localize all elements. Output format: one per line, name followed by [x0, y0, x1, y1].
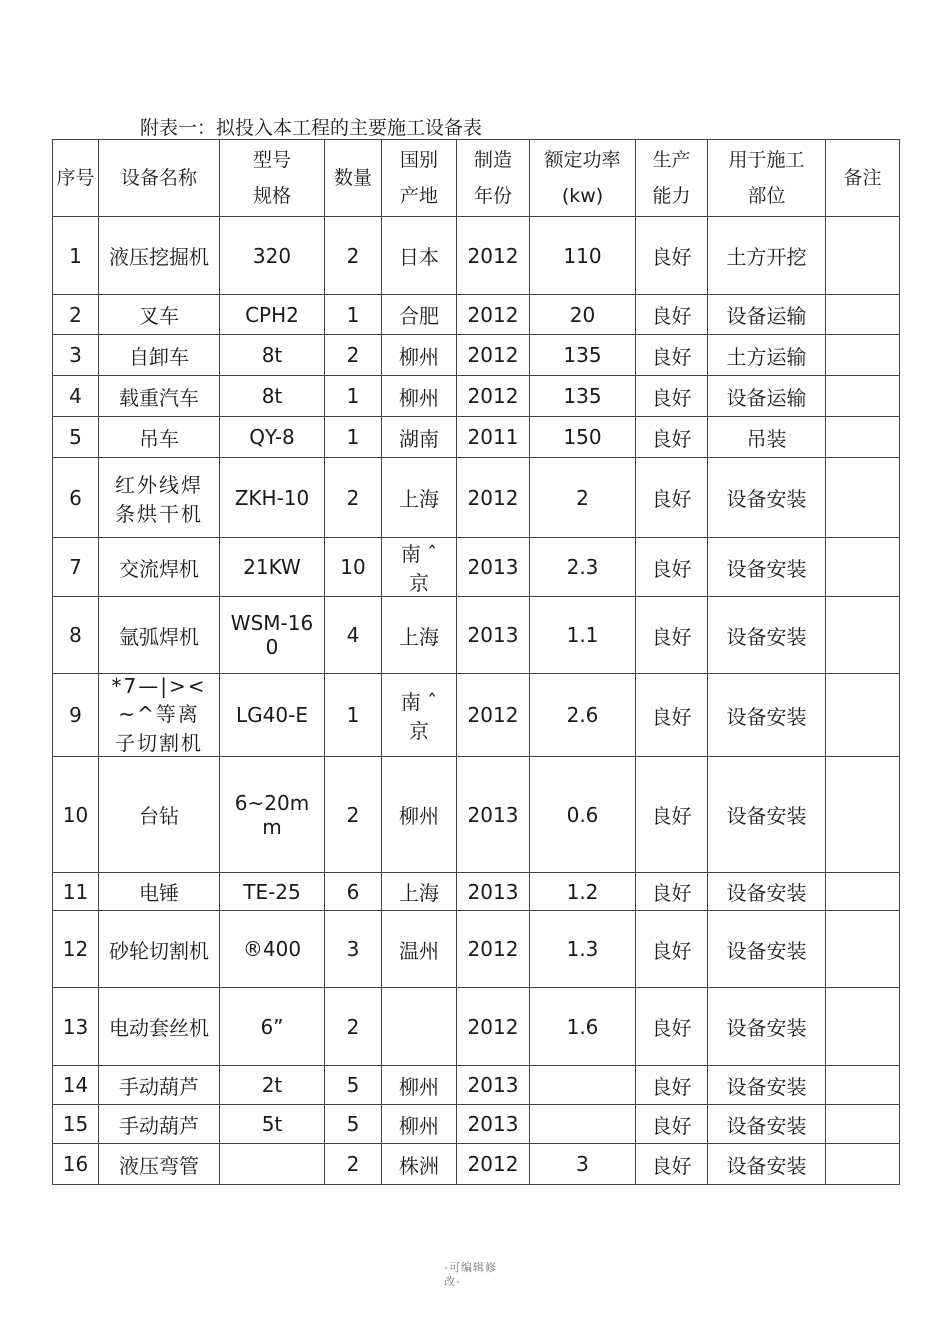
cell-index: 4 — [53, 376, 99, 417]
cell-index: 5 — [53, 417, 99, 458]
cell-usage: 设备安装 — [708, 1105, 826, 1144]
cell-origin: 柳州 — [382, 335, 457, 376]
cell-year: 2013 — [457, 597, 530, 674]
cell-usage: 设备安装 — [708, 597, 826, 674]
cell-power: 20 — [530, 295, 636, 335]
table-row — [53, 295, 900, 335]
cell-qty: 4 — [325, 597, 382, 674]
cell-name: 自卸车 — [99, 335, 220, 376]
cell-year: 2013 — [457, 1105, 530, 1144]
cell-name: 红外线焊条烘干机 — [99, 458, 220, 538]
cell-origin: 上海 — [382, 873, 457, 911]
cell-remark — [826, 757, 900, 873]
header-origin: 国别产地 — [382, 140, 457, 217]
cell-year: 2012 — [457, 217, 530, 295]
cell-remark — [826, 538, 900, 597]
cell-model: 2t — [220, 1066, 325, 1105]
cell-qty: 2 — [325, 217, 382, 295]
cell-origin — [382, 988, 457, 1066]
cell-model — [220, 1144, 325, 1185]
cell-index: 1 — [53, 217, 99, 295]
cell-name: 载重汽车 — [99, 376, 220, 417]
cell-qty: 3 — [325, 911, 382, 988]
table-row — [53, 597, 900, 674]
cell-capacity: 良好 — [636, 873, 708, 911]
cell-model: 6” — [220, 988, 325, 1066]
cell-name: 液压挖掘机 — [99, 217, 220, 295]
table-row — [53, 458, 900, 538]
cell-model: 320 — [220, 217, 325, 295]
cell-capacity: 良好 — [636, 1105, 708, 1144]
cell-origin: 南 ˆ 京 — [382, 538, 457, 597]
cell-origin: 柳州 — [382, 1105, 457, 1144]
cell-capacity: 良好 — [636, 295, 708, 335]
cell-qty: 2 — [325, 458, 382, 538]
cell-usage: 设备安装 — [708, 458, 826, 538]
header-usage: 用于施工部位 — [708, 140, 826, 217]
cell-model: QY-8 — [220, 417, 325, 458]
cell-usage: 设备安装 — [708, 911, 826, 988]
cell-year: 2012 — [457, 988, 530, 1066]
cell-remark — [826, 1144, 900, 1185]
cell-index: 15 — [53, 1105, 99, 1144]
cell-index: 14 — [53, 1066, 99, 1105]
cell-capacity: 良好 — [636, 1066, 708, 1105]
cell-power: 135 — [530, 335, 636, 376]
cell-year: 2012 — [457, 1144, 530, 1185]
cell-capacity: 良好 — [636, 538, 708, 597]
cell-index: 13 — [53, 988, 99, 1066]
cell-usage: 设备安装 — [708, 1144, 826, 1185]
cell-year: 2013 — [457, 538, 530, 597]
cell-model: TE-25 — [220, 873, 325, 911]
cell-remark — [826, 417, 900, 458]
table-row — [53, 417, 900, 458]
cell-qty: 2 — [325, 988, 382, 1066]
cell-model: 21KW — [220, 538, 325, 597]
cell-index: 10 — [53, 757, 99, 873]
table-body — [53, 217, 900, 1185]
cell-power: 1.2 — [530, 873, 636, 911]
cell-origin: 上海 — [382, 458, 457, 538]
cell-name: 电动套丝机 — [99, 988, 220, 1066]
cell-capacity: 良好 — [636, 597, 708, 674]
cell-power: 1.3 — [530, 911, 636, 988]
cell-capacity: 良好 — [636, 335, 708, 376]
header-remark: 备注 — [826, 140, 900, 217]
cell-power: 110 — [530, 217, 636, 295]
cell-name: 吊车 — [99, 417, 220, 458]
cell-name: 电锤 — [99, 873, 220, 911]
cell-index: 16 — [53, 1144, 99, 1185]
cell-power: 135 — [530, 376, 636, 417]
cell-index: 8 — [53, 597, 99, 674]
cell-origin: 湖南 — [382, 417, 457, 458]
cell-remark — [826, 458, 900, 538]
header-year: 制造年份 — [457, 140, 530, 217]
header-qty: 数量 — [325, 140, 382, 217]
cell-qty: 1 — [325, 417, 382, 458]
cell-year: 2012 — [457, 376, 530, 417]
cell-capacity: 良好 — [636, 1144, 708, 1185]
cell-index: 11 — [53, 873, 99, 911]
cell-origin: 柳州 — [382, 757, 457, 873]
cell-origin: 柳州 — [382, 376, 457, 417]
cell-capacity: 良好 — [636, 458, 708, 538]
table-row — [53, 911, 900, 988]
cell-capacity: 良好 — [636, 757, 708, 873]
cell-remark — [826, 217, 900, 295]
cell-origin: 合肥 — [382, 295, 457, 335]
cell-name: 交流焊机 — [99, 538, 220, 597]
table-row — [53, 873, 900, 911]
cell-year: 2011 — [457, 417, 530, 458]
cell-usage: 设备运输 — [708, 376, 826, 417]
cell-model: LG40-E — [220, 674, 325, 757]
cell-year: 2012 — [457, 458, 530, 538]
cell-year: 2013 — [457, 1066, 530, 1105]
cell-index: 3 — [53, 335, 99, 376]
cell-name: 手动葫芦 — [99, 1066, 220, 1105]
header-row — [53, 140, 900, 217]
table-row — [53, 1105, 900, 1144]
cell-remark — [826, 674, 900, 757]
cell-remark — [826, 597, 900, 674]
cell-model: 8t — [220, 335, 325, 376]
cell-power: 150 — [530, 417, 636, 458]
cell-capacity: 良好 — [636, 376, 708, 417]
cell-usage: 吊装 — [708, 417, 826, 458]
cell-qty: 2 — [325, 335, 382, 376]
cell-index: 12 — [53, 911, 99, 988]
table-row — [53, 674, 900, 757]
cell-model: ®400 — [220, 911, 325, 988]
cell-power: 2.3 — [530, 538, 636, 597]
cell-qty: 6 — [325, 873, 382, 911]
cell-power: 2.6 — [530, 674, 636, 757]
cell-name: 台钻 — [99, 757, 220, 873]
table-row — [53, 538, 900, 597]
cell-power: 1.6 — [530, 988, 636, 1066]
cell-model: 6~20mm — [220, 757, 325, 873]
header-model: 型号规格 — [220, 140, 325, 217]
cell-remark — [826, 376, 900, 417]
cell-model: WSM-160 — [220, 597, 325, 674]
cell-name: 氩弧焊机 — [99, 597, 220, 674]
cell-model: 5t — [220, 1105, 325, 1144]
cell-power: 1.1 — [530, 597, 636, 674]
cell-year: 2012 — [457, 335, 530, 376]
cell-capacity: 良好 — [636, 217, 708, 295]
cell-qty: 2 — [325, 757, 382, 873]
footer-note: -可编辑修改- — [444, 1261, 497, 1288]
cell-name: 手动葫芦 — [99, 1105, 220, 1144]
table-row — [53, 988, 900, 1066]
table-caption: 附表一：拟投入本工程的主要施工设备表 — [140, 117, 483, 139]
cell-qty: 2 — [325, 1144, 382, 1185]
cell-power: 0.6 — [530, 757, 636, 873]
cell-name: 砂轮切割机 — [99, 911, 220, 988]
cell-origin: 株洲 — [382, 1144, 457, 1185]
cell-remark — [826, 911, 900, 988]
cell-name: *7—|>< ~^等离子切割机 — [99, 674, 220, 757]
cell-index: 9 — [53, 674, 99, 757]
cell-qty: 1 — [325, 674, 382, 757]
cell-usage: 设备安装 — [708, 757, 826, 873]
cell-origin: 温州 — [382, 911, 457, 988]
cell-name: 叉车 — [99, 295, 220, 335]
cell-usage: 土方运输 — [708, 335, 826, 376]
table-row — [53, 335, 900, 376]
cell-qty: 5 — [325, 1105, 382, 1144]
cell-year: 2012 — [457, 674, 530, 757]
cell-year: 2013 — [457, 873, 530, 911]
cell-year: 2012 — [457, 911, 530, 988]
cell-model: ZKH-10 — [220, 458, 325, 538]
cell-usage: 设备运输 — [708, 295, 826, 335]
cell-qty: 1 — [325, 295, 382, 335]
cell-remark — [826, 295, 900, 335]
table-row — [53, 217, 900, 295]
cell-usage: 设备安装 — [708, 873, 826, 911]
cell-qty: 1 — [325, 376, 382, 417]
table-row — [53, 757, 900, 873]
cell-capacity: 良好 — [636, 911, 708, 988]
cell-remark — [826, 335, 900, 376]
cell-remark — [826, 1066, 900, 1105]
header-index: 序号 — [53, 140, 99, 217]
cell-usage: 设备安装 — [708, 1066, 826, 1105]
cell-year: 2013 — [457, 757, 530, 873]
cell-capacity: 良好 — [636, 988, 708, 1066]
cell-origin: 南 ˆ 京 — [382, 674, 457, 757]
table-row — [53, 1066, 900, 1105]
cell-qty: 10 — [325, 538, 382, 597]
cell-power — [530, 1066, 636, 1105]
header-capacity: 生产能力 — [636, 140, 708, 217]
table-row — [53, 376, 900, 417]
cell-capacity: 良好 — [636, 417, 708, 458]
cell-remark — [826, 988, 900, 1066]
cell-usage: 设备安装 — [708, 674, 826, 757]
cell-index: 7 — [53, 538, 99, 597]
header-name: 设备名称 — [99, 140, 220, 217]
cell-origin: 柳州 — [382, 1066, 457, 1105]
cell-model: CPH2 — [220, 295, 325, 335]
cell-index: 2 — [53, 295, 99, 335]
cell-power — [530, 1105, 636, 1144]
cell-power: 3 — [530, 1144, 636, 1185]
cell-usage: 设备安装 — [708, 538, 826, 597]
cell-usage: 设备安装 — [708, 988, 826, 1066]
cell-qty: 5 — [325, 1066, 382, 1105]
cell-origin: 上海 — [382, 597, 457, 674]
header-power: 额定功率(kw) — [530, 140, 636, 217]
cell-year: 2012 — [457, 295, 530, 335]
table-row — [53, 1144, 900, 1185]
cell-capacity: 良好 — [636, 674, 708, 757]
cell-remark — [826, 873, 900, 911]
cell-usage: 土方开挖 — [708, 217, 826, 295]
cell-model: 8t — [220, 376, 325, 417]
cell-power: 2 — [530, 458, 636, 538]
equipment-table — [52, 139, 900, 1185]
cell-name: 液压弯管 — [99, 1144, 220, 1185]
cell-index: 6 — [53, 458, 99, 538]
cell-remark — [826, 1105, 900, 1144]
cell-origin: 日本 — [382, 217, 457, 295]
